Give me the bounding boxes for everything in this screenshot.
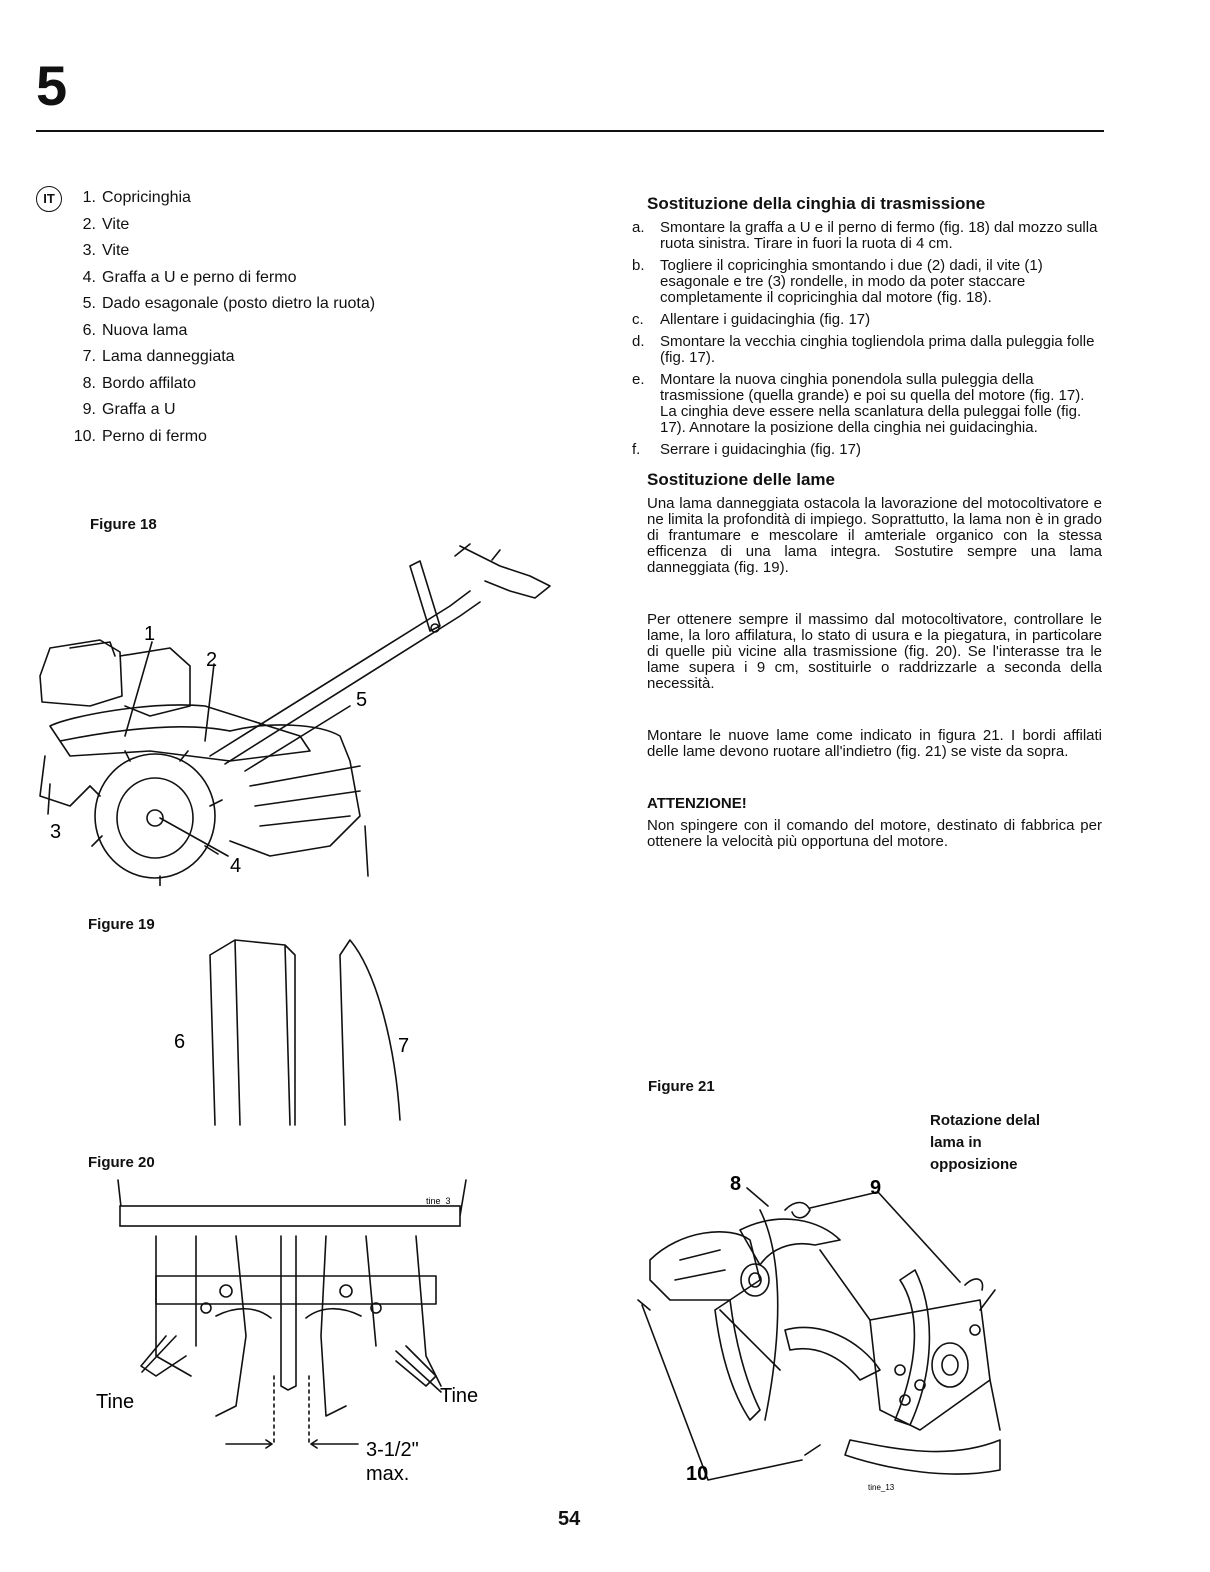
list-item: 9. Graffa a U — [82, 401, 176, 418]
fig21-callout-8: 8 — [730, 1173, 742, 1195]
belt-section-title: Sostituzione della cinghia di trasmissione — [647, 194, 986, 213]
fig21-callout-9: 9 — [870, 1177, 882, 1199]
list-item: 5. Dado esagonale (posto dietro la ruota) — [82, 295, 376, 312]
list-item: a. Smontare la graffa a U e il perno di fermo (fig. 18) dal mozzo sulla ruota sinistra. Tirare in fuori la ruota di 4 cm. — [632, 219, 1098, 252]
language-badge: IT — [36, 186, 62, 212]
list-item: 4. Graffa a U e perno di fermo — [82, 268, 297, 286]
list-item: 1. Copricinghia — [82, 189, 191, 206]
chapter-number: 5 — [36, 54, 68, 117]
list-item: b. Togliere il copricinghia smontando i due (2) dadi, il vite (1) esagonale e tre (3) rondelle, in modo da poter staccare completamente il copricinghia dal motore (fig. 18). — [632, 257, 1043, 306]
fig18-callout-2: 2 — [206, 649, 218, 671]
figure-21-tine-assembly-illustration — [620, 1170, 1040, 1500]
fig18-callout-5: 5 — [356, 689, 368, 711]
list-item: 2. Vite — [82, 215, 130, 233]
list-item: c. Allentare i guidacinghia (fig. 17) — [632, 311, 871, 328]
fig19-callout-7: 7 — [398, 1035, 410, 1057]
list-item: 8. Bordo affilato — [82, 374, 196, 392]
blade-paragraph: Per ottenere sempre il massimo dal motocoltivatore, controllare le lame, la loro affilatura, lo stato di usura e la piegatura, in particolare di quelle più vicine alla trasmissione (fig. 20). Se l'interasse tra le lame supera i 9 cm, sostituirle o raddrizzarle a seconda della necessità. — [647, 611, 1102, 692]
fig19-callout-6: 6 — [174, 1031, 186, 1053]
list-item: d. Smontare la vecchia cinghia togliendola prima dalla puleggia folle (fig. 17). — [632, 333, 1095, 366]
list-item: 6. Nuova lama — [82, 321, 188, 339]
warning-title: ATTENZIONE! — [647, 795, 747, 812]
blade-paragraph: Una lama danneggiata ostacola la lavorazione del motocoltivatore e ne limita la profondità di impiego. Soprattutto, la lama non è in grado di frantumare e mescolare il amteriale organico con la stessa efficenza di una lama integra. Sostutire sempre una lama danneggiata (fig. 19). — [647, 495, 1102, 576]
fig20-tine-left-label: Tine — [96, 1391, 135, 1413]
header-divider — [36, 130, 1104, 132]
fig21-tag: tine_13 — [868, 1483, 895, 1492]
figure-21-label: Figure 21 — [648, 1078, 715, 1095]
list-item: 7. Lama danneggiata — [82, 348, 235, 365]
fig18-callout-4: 4 — [230, 855, 242, 877]
fig18-callout-1: 1 — [144, 623, 156, 645]
figure-20-label: Figure 20 — [88, 1154, 155, 1171]
figure-20-tine-spacing-illustration — [96, 1176, 516, 1496]
page-number: 54 — [558, 1508, 581, 1530]
warning-text: Non spingere con il comando del motore, destinato di fabbrica per ottenere la velocità più opportuna del motore. — [647, 817, 1102, 850]
blade-section-title: Sostituzione delle lame — [647, 470, 835, 489]
figure-19-blades-illustration — [160, 930, 430, 1130]
fig21-callout-10: 10 — [686, 1463, 709, 1485]
list-item: e. Montare la nuova cinghia ponendola sulla puleggia della trasmissione (quella grande) e poi su quella del motore (fig. 17). La cinghia deve essere nella scanlatura della puleggai folle (fig. 17). Annotare la posizione della cinghia nei guidacinghia. — [632, 371, 1085, 436]
figure-18-tiller-illustration — [30, 536, 570, 886]
figure-21-caption: Rotazione delal lama in opposizione — [930, 1112, 1041, 1173]
fig20-dimension-note: max. — [366, 1463, 410, 1485]
figure-19-label: Figure 19 — [88, 916, 155, 933]
parts-list — [70, 187, 375, 452]
fig18-callout-3: 3 — [50, 821, 62, 843]
list-item: 10. Perno di fermo — [73, 427, 207, 445]
list-item: 3. Vite — [82, 242, 130, 259]
belt-steps — [628, 220, 1102, 458]
figure-18-label: Figure 18 — [90, 516, 157, 533]
fig20-tag: tine_3 — [426, 1196, 451, 1206]
instructions-column — [628, 194, 1102, 850]
list-item: f. Serrare i guidacinghia (fig. 17) — [632, 441, 861, 458]
blade-paragraph: Montare le nuove lame come indicato in figura 21. I bordi affilati delle lame devono ruotare all'indietro (fig. 21) se viste da sopra. — [647, 727, 1102, 760]
fig20-tine-right-label: Tine — [440, 1385, 479, 1407]
fig20-dimension-value: 3-1/2" — [366, 1439, 419, 1461]
